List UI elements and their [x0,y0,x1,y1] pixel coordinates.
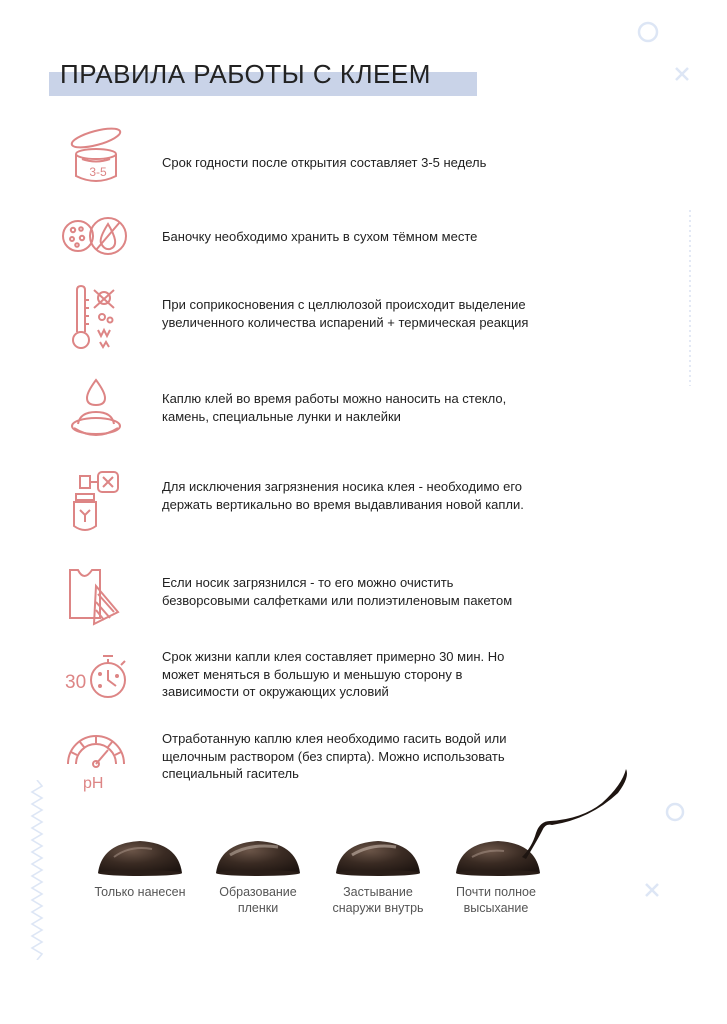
decor-cross-icon [644,882,660,898]
rule-text-3: При соприкосновения с целлюлозой происходит выделение увеличенного количества испарений + термическая реакция [162,297,529,330]
wipe-bag-icon [60,560,132,632]
stage-label-1: Только нанесен [94,885,186,899]
rule-text-2: Баночку необходимо хранить в сухом тёмном месте [162,229,478,244]
page-title: ПРАВИЛА РАБОТЫ С КЛЕЕМ [60,59,431,89]
ph-icon-label: pH [83,775,104,792]
decor-zigzag-line [30,780,44,960]
stage-label-3: Застывание снаружи внутрь [332,885,424,915]
stage-label-2: Образование пленки [219,885,297,915]
decor-circle-icon [664,801,686,823]
open-jar-icon [60,122,132,194]
drop-stage-2 [216,841,300,876]
rule-text-1: Срок годности после открытия составляет 3-5 недель [162,155,487,170]
stopwatch-icon-label: 30 [65,672,87,693]
rule-text-8: Отработанную каплю клея необходимо гасить водой или щелочным раствором (без спирта). Можно использовать специальный гаситель [162,731,507,781]
decor-dotted-line [688,210,692,386]
glue-bottle-icon [60,466,132,538]
rule-text-4: Каплю клей во время работы можно наносить на стекло, камень, специальные лунки и наклейки [162,391,507,424]
drop-stage-3 [336,841,420,876]
stage-label-4: Почти полное высыхание [456,885,536,915]
glue-drops-illustration [90,765,640,880]
rule-text-6: Если носик загрязнился - то его можно очистить безворсовыми салфетками или полиэтиленовым пакетом [162,575,513,608]
stopwatch-icon [60,644,132,716]
thermometer-toxic-icon [60,282,132,354]
decor-circle-icon [636,20,660,44]
decor-cross-icon [674,66,690,82]
drop-stage-1 [98,841,182,876]
jar-icon-label: 3-5 [89,165,107,179]
glue-drop-icon [60,372,132,444]
no-moisture-icon [60,200,132,272]
rule-text-5: Для исключения загрязнения носика клея - необходимо его держать вертикально во время выдавливания новой капли. [162,479,524,512]
rule-text-7: Срок жизни капли клея составляет примерно 30 мин. Но может меняться в большую и меньшую сторону в зависимости от окружающих условий [162,649,505,699]
drop-stage-4 [456,769,627,876]
